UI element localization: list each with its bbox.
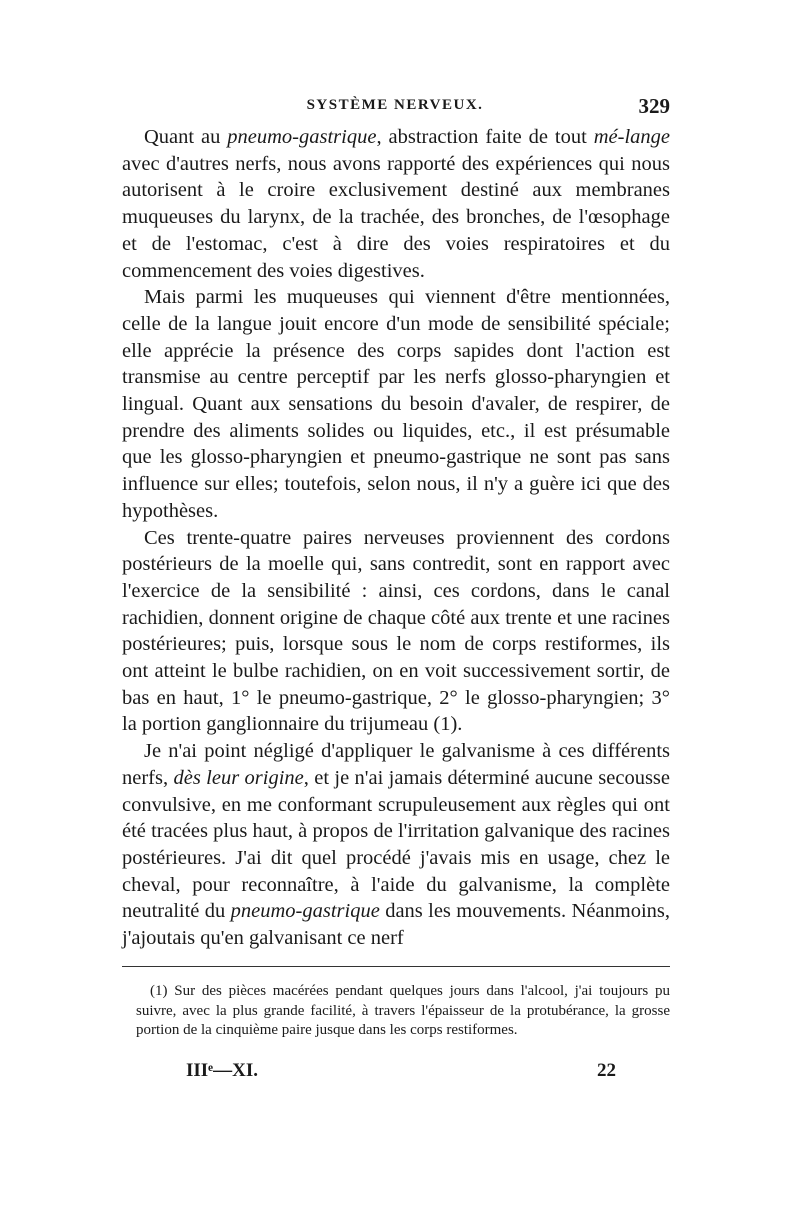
paragraph [122,525,670,739]
text-segment: avec d'autres nerfs, nous avons rapporté des expériences qui nous autorisent à le croire exclusivement destiné aux membranes muqueuses du larynx, de la trachée, des bronches, de l'œsophage et de l'estomac, c'est à dire des voies respiratoires et du commencement des voies digestives. [122,152,670,282]
body-text [122,124,670,952]
page-number: 329 [638,94,670,118]
italic-segment: dès leur origine [173,766,304,789]
running-title: SYSTÈME NERVEUX. [306,97,484,113]
footnote-text: (1) Sur des pièces macérées pendant quelques jours dans l'alcool, j'ai toujours pu suivre, avec la plus grande facilité, à travers l'épaisseur de la protubérance, la grosse portion de la cinquième paire jusque dans les corps restiformes. [136,983,670,1038]
footnote-rule [122,966,670,967]
text-segment: Mais parmi les muqueuses qui viennent d'être mentionnées, celle de la langue jouit encore d'un mode de sensibilité spéciale; elle apprécie la présence des corps sapides dont l'action est transmise au centre perceptif par les nerfs glosso-pharyngien et lingual. Quant aux sensations du besoin d'avaler, de respirer, de prendre des aliments solides ou liquides, etc., il est présumable que les glosso-pharyngien et pneumo-gastrique ne sont pas sans influence sur elles; toutefois, selon nous, il n'y a guère ici que des hypothèses. [122,286,670,522]
signature-line [186,1060,616,1086]
italic-segment: pneumo-gastrique [227,126,377,148]
italic-segment: pneumo-gastrique [230,900,380,923]
text-segment: Quant au [144,126,228,148]
signature-mark: IIIᵉ—XI. [186,1060,258,1081]
text-segment: Je n'ai point négligé d'appliquer le galvanisme à ces différents nerfs, [122,740,670,789]
signature-number: 22 [597,1060,616,1081]
text-segment: , et je n'ai jamais déterminé aucune secousse convulsive, en me conformant scrupuleusement aux règles qui ont été tracées plus haut, à propos de l'irritation galvanique des racines postérieures. J'ai dit quel procédé j'avais mis en usage, chez le cheval, pour reconnaître, à l'aide du galvanisme, la complète neutralité du [122,766,670,923]
running-head [120,94,670,123]
paragraph [122,124,670,284]
italic-segment: mé-lange [593,126,670,148]
paragraph [122,738,670,952]
text-segment: dans les mouvements. Néanmoins, j'ajoutais qu'en galvanisant ce nerf [122,900,671,950]
footnote [136,982,670,1041]
text-segment: Ces trente-quatre paires nerveuses proviennent des cordons postérieurs de la moelle qui, sans contredit, sont en rapport avec l'exercice de la sensibilité : ainsi, ces cordons, dans le canal rachidien, donnent origine de chaque côté aux trente et une racines postérieures; puis, lorsque sous le nom de corps restiformes, ils ont atteint le bulbe rachidien, on en voit successivement sortir, de bas en haut, 1° le pneumo-gastrique, 2° le glosso-pharyngien; 3° la portion ganglionnaire du trijumeau (1). [122,526,670,736]
text-segment: , abstraction faite de tout [376,126,594,148]
paragraph [122,284,670,524]
